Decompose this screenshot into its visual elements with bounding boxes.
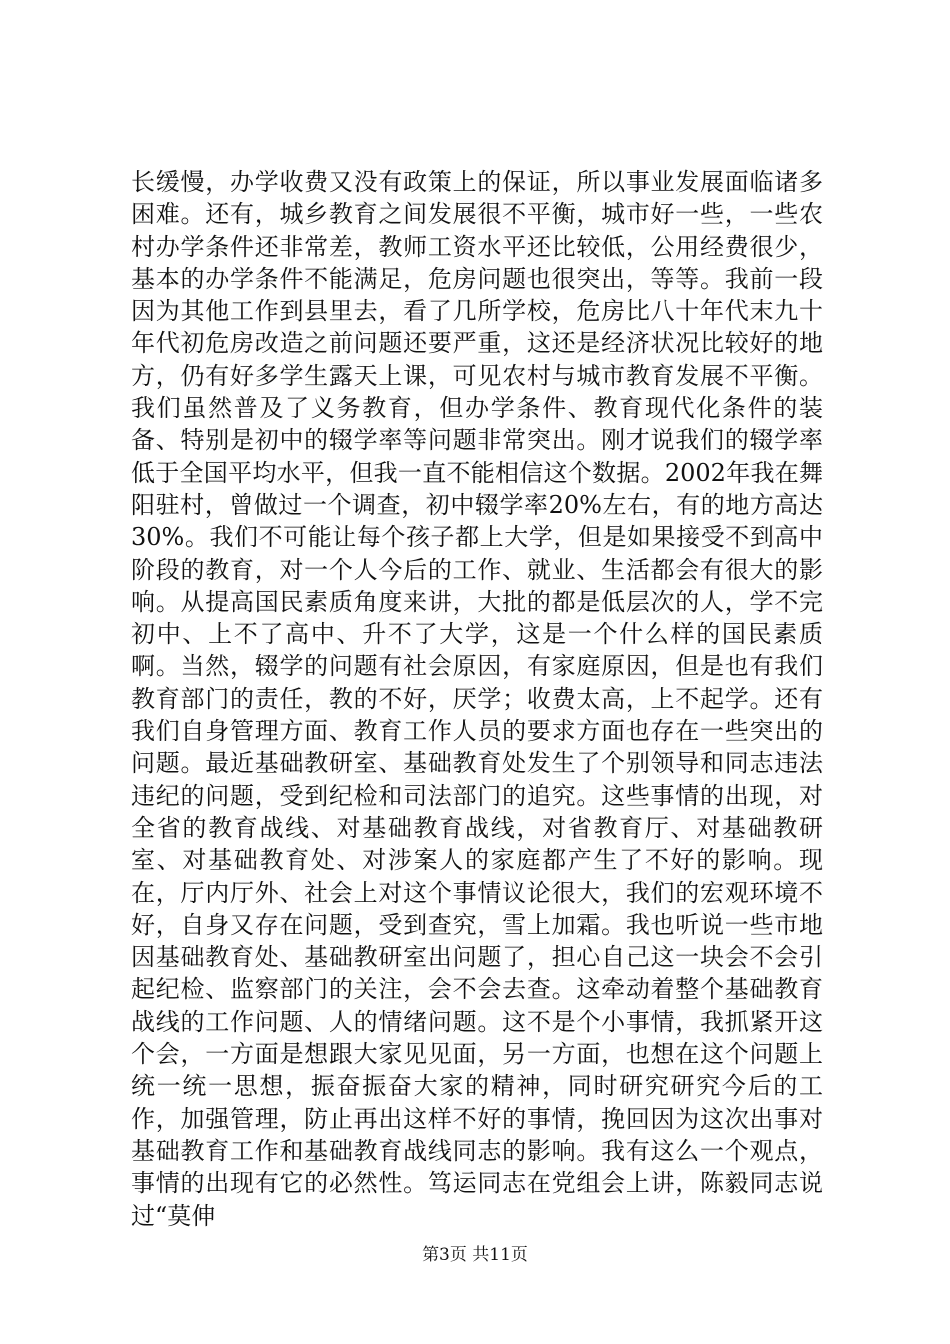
page-footer: 第3页 共11页 — [422, 1245, 528, 1265]
body-paragraph: 长缓慢，办学收费又没有政策上的保证，所以事业发展面临诸多困难。还有，城乡教育之间发展很不平衡，城市好一些，一些农村办学条件还非常差，教师工资水平还比较低，公用经费很少，基本的办学条件不能满足，危房问题也很突出，等等。我前一段因为其他工作到县里去，看了几所学校，危房比八十年代末九十年代初危房改造之前问题还要严重，这还是经济状况比较好的地方，仍有好多学生露天上课，可见农村与城市教育发展不平衡。我们虽然普及了义务教育，但办学条件、教育现代化条件的装备、特别是初中的辍学率等问题非常突出。刚才说我们的辍学率低于全国平均水平，但我一直不能相信这个数据。2002年我在舞阳驻村，曾做过一个调查，初中辍学率20%左右，有的地方高达30%。我们不可能让每个孩子都上大学，但是如果接受不到高中阶段的教育，对一个人今后的工作、就业、生活都会有很大的影响。从提高国民素质角度来讲，大批的都是低层次的人，学不完初中、上不了高中、升不了大学，这是一个什么样的国民素质啊。当然，辍学的问题有社会原因，有家庭原因，但是也有我们教育部门的责任，教的不好，厌学；收费太高，上不起学。还有我们自身管理方面、教育工作人员的要求方面也存在一些突出的问题。最近基础教研室、基础教育处发生了个别领导和同志违法违纪的问题，受到纪检和司法部门的追究。这些事情的出现，对全省的教育战线、对基础教育战线，对省教育厅、对基础教研室、对基础教育处、对涉案人的家庭都产生了不好的影响。现在，厅内厅外、社会上对这个事情议论很大，我们的宏观环境不好，自身又存在问题，受到查究，雪上加霜。我也听说一些市地因基础教育处、基础教研室出问题了，担心自己这一块会不会引起纪检、监察部门的关注，会不会去查。这牵动着整个基础教育战线的工作问题、人的情绪问题。这不是个小事情，我抓紧开这个会，一方面是想跟大家见见面，另一方面，也想在这个问题上统一统一思想，振奋振奋大家的精神，同时研究研究今后的工作，加强管理，防止再出这样不好的事情，挽回因为这次出事对基础教育工作和基础教育战线同志的影响。我有这么一个观点，事情的出现有它的必然性。笃运同志在党组会上讲，陈毅同志说过“莫伸 — [131, 168, 823, 1230]
